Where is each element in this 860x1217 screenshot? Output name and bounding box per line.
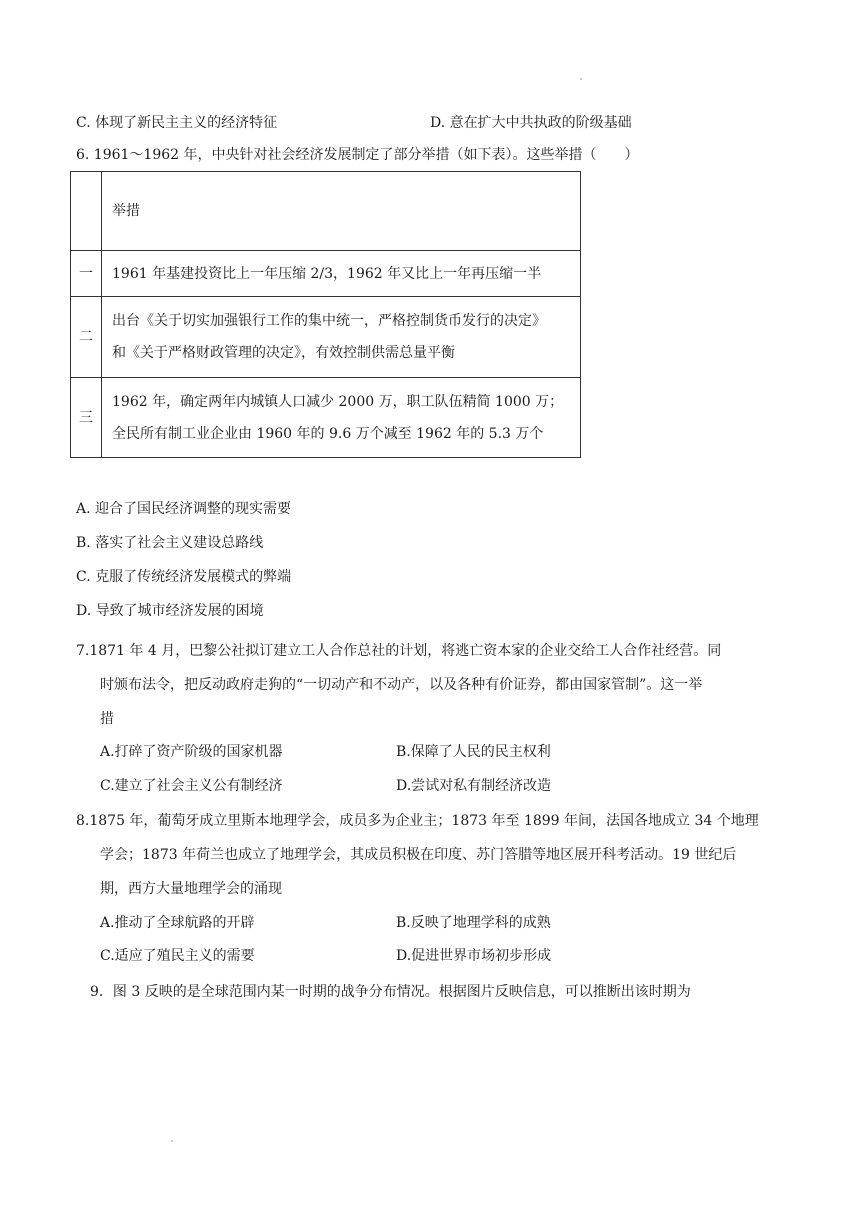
- scan-speck: [580, 78, 582, 80]
- table-row-text: 出台《关于切实加强银行工作的集中统一，严格控制货币发行的决定》 和《关于严格财政管理的决定》，有效控制供需总量平衡: [102, 297, 581, 378]
- table-row-text: 1962 年，确定两年内城镇人口减少 2000 万，职工队伍精简 1000 万； 全民所有制工业企业由 1960 年的 9.6 万个减至 1962 年的 5.3 万个: [102, 378, 581, 458]
- q8-option-a: A.推动了全球航路的开辟: [100, 915, 255, 931]
- q8-stem-line-1: 8.1875 年，葡萄牙成立里斯本地理学会，成员多为企业主；1873 年至 1899 年间，法国各地成立 34 个地理: [76, 813, 759, 829]
- q5-option-c: C. 体现了新民主主义的经济特征: [76, 115, 278, 131]
- q6-option-a: A. 迎合了国民经济调整的现实需要: [76, 501, 292, 517]
- table-row: [71, 378, 581, 458]
- table-header-num: [71, 172, 102, 251]
- q8-option-b: B.反映了地理学科的成熟: [396, 915, 551, 931]
- table-row: [71, 251, 581, 297]
- q8-option-d: D.促进世界市场初步形成: [396, 948, 552, 964]
- q7-option-d: D.尝试对私有制经济改造: [396, 778, 552, 794]
- table-header-row: [71, 172, 581, 251]
- q7-option-c: C.建立了社会主义公有制经济: [100, 778, 283, 794]
- q6-option-d: D. 导致了城市经济发展的困境: [76, 603, 264, 619]
- table-row-num: 二: [71, 297, 102, 378]
- scan-speck: [171, 1140, 173, 1142]
- q7-stem-line-1: 7.1871 年 4 月，巴黎公社拟订建立工人合作总社的计划，将逃亡资本家的企业交给工人合作社经营。同: [76, 643, 722, 659]
- q8-option-c: C.适应了殖民主义的需要: [100, 948, 255, 964]
- q6-option-b: B. 落实了社会主义建设总路线: [76, 535, 264, 551]
- q6-stem: 6. 1961～1962 年，中央针对社会经济发展制定了部分举措（如下表）。这些举措（ ）: [76, 147, 639, 163]
- table-row-num: 三: [71, 378, 102, 458]
- q7-stem-line-3: 措: [100, 711, 114, 727]
- table-row-num: 一: [71, 251, 102, 297]
- table-row: [71, 297, 581, 378]
- table-header-label: 举措: [102, 172, 581, 251]
- q8-stem-line-2: 学会；1873 年荷兰也成立了地理学会，其成员积极在印度、苏门答腊等地区展开科考活动。19 世纪后: [100, 847, 737, 863]
- q6-option-c: C. 克服了传统经济发展模式的弊端: [76, 569, 292, 585]
- q7-option-b: B.保障了人民的民主权利: [396, 744, 551, 760]
- q9-stem: 9．图 3 反映的是全球范围内某一时期的战争分布情况。根据图片反映信息，可以推断出该时期为: [90, 984, 691, 1000]
- q5-option-d: D. 意在扩大中共执政的阶级基础: [430, 115, 632, 131]
- q8-stem-line-3: 期，西方大量地理学会的涌现: [100, 881, 282, 897]
- table-row-text: 1961 年基建投资比上一年压缩 2/3，1962 年又比上一年再压缩一半: [102, 251, 581, 297]
- q7-option-a: A.打碎了资产阶级的国家机器: [100, 744, 283, 760]
- q6-measures-table: [70, 171, 581, 458]
- q7-stem-line-2: 时颁布法令，把反动政府走狗的“一切动产和不动产，以及各种有价证券，都由国家管制”。这一举: [100, 677, 703, 693]
